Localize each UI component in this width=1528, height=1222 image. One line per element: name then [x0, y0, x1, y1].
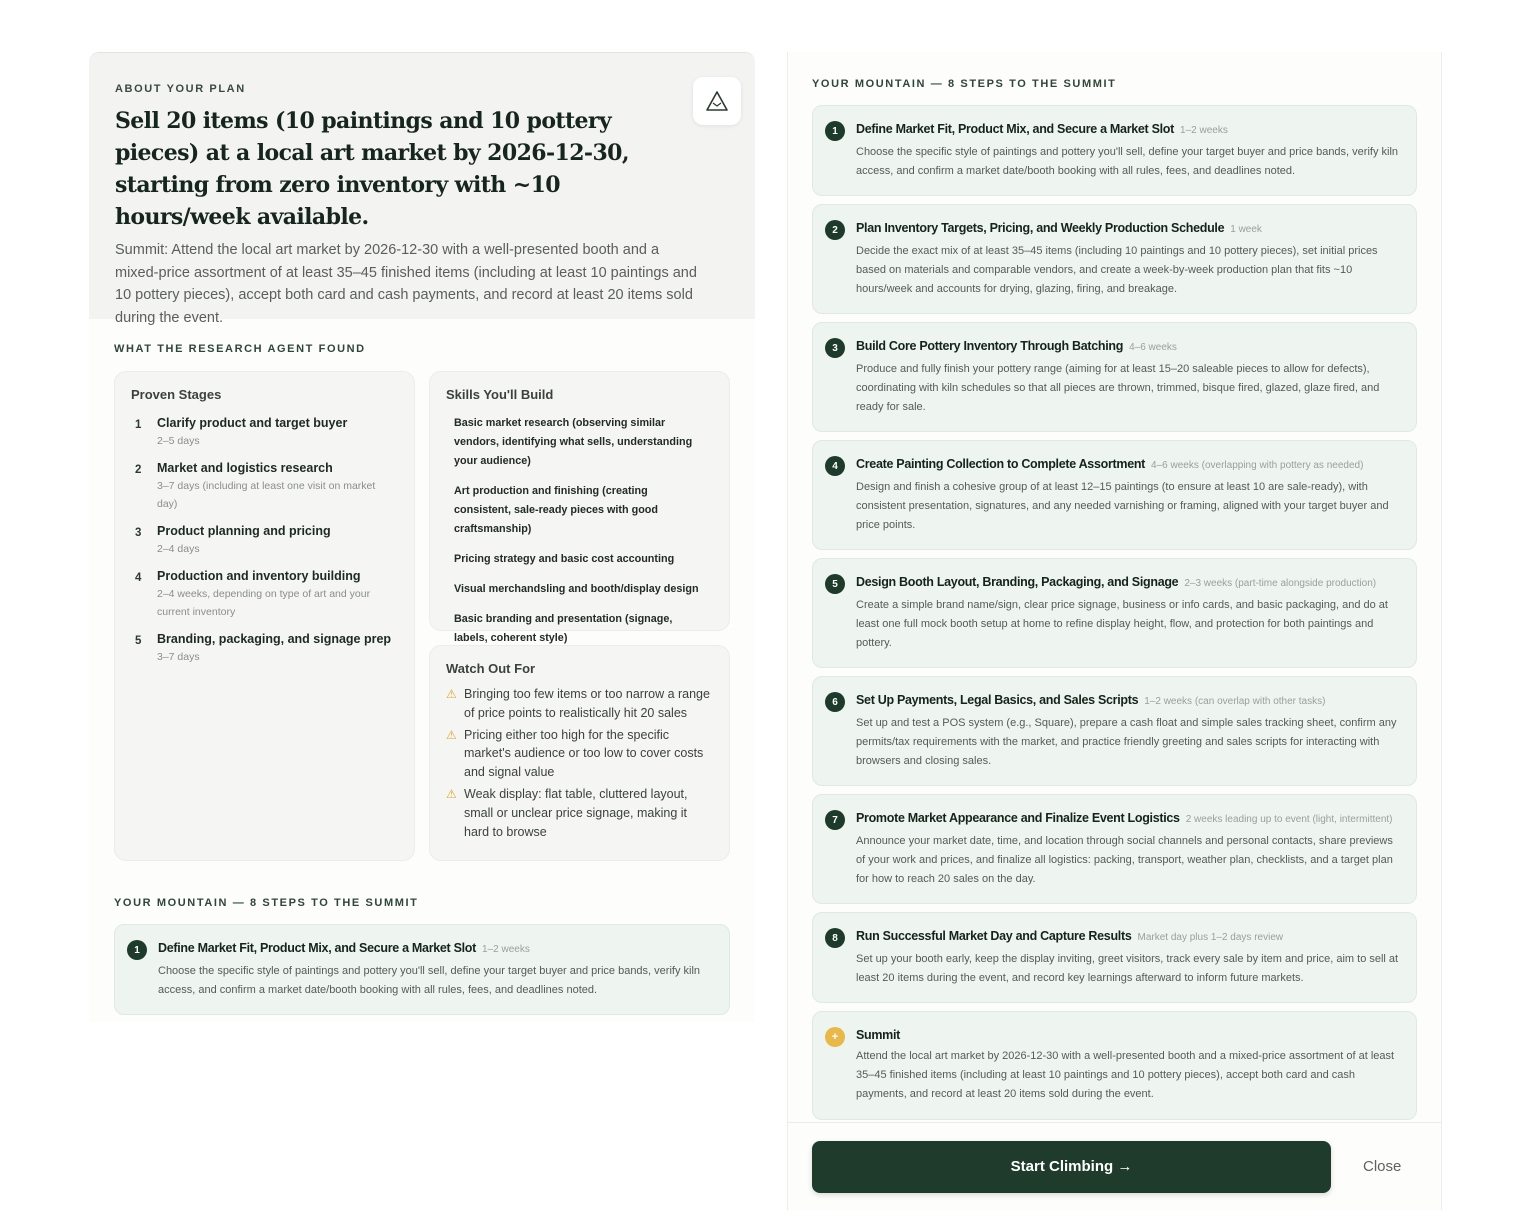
action-footer — [788, 1122, 1441, 1210]
step-head — [856, 218, 1402, 240]
warning-triangle-icon: ⚠ — [446, 687, 457, 701]
step-duration: 1–2 weeks — [482, 944, 530, 955]
step-description: Set up and test a POS system (e.g., Square), prepare a cash float and simple sales tracking sheet, confirm any permits/tax requirements with the market, and practice friendly greeting and sales scripts for interacting with browsers and closing sales. — [856, 717, 1397, 767]
stage-item — [131, 522, 398, 558]
step-description: Announce your market date, time, and location through social channels and personal contacts, share previews of your work and prices, and finalize all logistics: packing, transport, weather plan, checklists, and a target plan for how to reach 20 sales on the day. — [856, 835, 1393, 885]
stage-body — [157, 630, 391, 666]
plan-overview-panel — [89, 52, 755, 1022]
skill-item: Pricing strategy and basic cost accounting — [454, 553, 675, 565]
summit-description: Attend the local art market by 2026-12-30 with a well-presented booth and a mixed-price assortment of at least 35–45 finished items (including at least 10 paintings and 10 pottery pieces), accept both card and cash payments, and record at least 20 items sold during the event. — [856, 1050, 1395, 1100]
mountain-heading-right: YOUR MOUNTAIN — 8 STEPS TO THE SUMMIT — [812, 78, 1117, 90]
step-body — [856, 926, 1402, 988]
step-title: Create Painting Collection to Complete Assortment — [856, 457, 1146, 471]
step-number-badge: 1 — [825, 121, 845, 141]
mountain-steps-panel — [787, 52, 1442, 1210]
step-card[interactable] — [812, 105, 1417, 196]
proven-stages-title: Proven Stages — [131, 387, 222, 402]
stage-number: 3 — [135, 527, 142, 539]
step-body — [856, 336, 1402, 417]
proven-stages-card — [114, 371, 415, 861]
step-body — [856, 572, 1402, 653]
summit-body — [856, 1025, 1402, 1104]
stage-label: Production and inventory building — [157, 569, 361, 583]
steps-list — [812, 105, 1417, 1003]
goal-title: Sell 20 items (10 paintings and 10 pottery pieces) at a local art market by 2026-12-30, starting from zero inventory with ~10 hours/week available. — [115, 108, 629, 230]
step-description: Set up your booth early, keep the display inviting, greet visitors, track every sale by item and price, aim to sell at least 20 items during the event, and record key learnings afterward to inform future markets. — [856, 953, 1399, 984]
step-card[interactable] — [114, 924, 730, 1015]
stage-duration: 2–4 weeks, depending on type of art and your current inventory — [157, 588, 371, 618]
step-duration: 4–6 weeks — [1129, 342, 1177, 353]
step-body — [856, 808, 1402, 889]
stage-item — [131, 414, 398, 450]
step-description: Create a simple brand name/sign, clear price signage, business or info cards, and basic packaging, and do at least one full mock booth setup at home to refine display height, flow, and protection for both paintings and pottery. — [856, 599, 1388, 649]
summit-title: Summit — [856, 1028, 901, 1042]
stage-label: Market and logistics research — [157, 461, 333, 475]
stage-label: Clarify product and target buyer — [157, 416, 348, 430]
step-body — [856, 119, 1402, 181]
step-card[interactable] — [812, 912, 1417, 1003]
stage-item — [131, 459, 398, 513]
step-head — [856, 690, 1402, 712]
stage-body — [157, 459, 398, 513]
warning-triangle-icon: ⚠ — [446, 727, 457, 742]
step-title: Define Market Fit, Product Mix, and Secure a Market Slot — [856, 122, 1175, 136]
step-body — [856, 690, 1402, 771]
summit-card — [812, 1011, 1417, 1120]
warning-text: Bringing too few items or too narrow a range of price points to realistically hit 20 sales — [464, 687, 710, 720]
warning-item — [446, 785, 713, 841]
step-body — [856, 454, 1402, 535]
proven-stages-list — [131, 414, 398, 666]
step-duration: 2–3 weeks (part-time alongside production) — [1184, 578, 1377, 589]
step-number-badge: 7 — [825, 810, 845, 830]
step-head — [856, 454, 1402, 476]
step-duration: 1–2 weeks (can overlap with other tasks) — [1144, 696, 1326, 707]
about-plan-section — [89, 53, 755, 326]
step-head — [856, 926, 1402, 948]
step-card[interactable] — [812, 204, 1417, 314]
skills-list — [446, 410, 713, 652]
step-head — [856, 572, 1402, 594]
watch-out-title: Watch Out For — [446, 661, 536, 676]
close-button[interactable]: Close — [1363, 1158, 1402, 1175]
step-number-badge: 3 — [825, 338, 845, 358]
step-duration: 2 weeks leading up to event (light, intermittent) — [1185, 814, 1393, 825]
step-description: Decide the exact mix of at least 35–45 items (including 10 paintings and 10 pottery pieces), set initial prices based on materials and comparable vendors, and create a week-by-week production plan that fits ~10 hours/week and accounts for drying, glazing, firing, and breakage. — [856, 245, 1378, 295]
mountain-heading-left: YOUR MOUNTAIN — 8 STEPS TO THE SUMMIT — [114, 897, 419, 909]
step-head — [158, 938, 715, 960]
stage-duration: 3–7 days (including at least one visit on market day) — [157, 480, 376, 510]
step-head — [856, 336, 1402, 358]
step-card[interactable] — [812, 440, 1417, 550]
skill-item: Visual merchandsling and booth/display design — [454, 583, 699, 595]
step-body — [856, 218, 1402, 299]
watch-out-list — [446, 685, 713, 841]
watch-out-card — [429, 645, 730, 861]
steps-scroll-area[interactable] — [788, 52, 1441, 1162]
step-number-badge: 4 — [825, 456, 845, 476]
warning-item — [446, 726, 713, 782]
stage-label: Product planning and pricing — [157, 524, 331, 538]
warning-text: Weak display: flat table, cluttered layout, small or unclear price signage, making it hard to browse — [464, 786, 688, 839]
step-head — [856, 808, 1402, 830]
step-number-badge: 1 — [127, 940, 147, 960]
stage-item — [131, 567, 398, 621]
about-eyebrow: ABOUT YOUR PLAN — [115, 83, 246, 95]
stage-duration: 2–4 days — [157, 543, 200, 555]
step-title: Promote Market Appearance and Finalize Event Logistics — [856, 811, 1180, 825]
warning-triangle-icon: ⚠ — [446, 786, 457, 801]
step-description: Choose the specific style of paintings and pottery you'll sell, define your target buyer and price bands, verify kiln access, and confirm a market date/booth booking with all rules, fees, and deadlines noted. — [856, 146, 1399, 177]
step-card[interactable] — [812, 558, 1417, 668]
step-title: Define Market Fit, Product Mix, and Secure a Market Slot — [158, 941, 477, 955]
summit-star-icon: + — [825, 1027, 845, 1047]
step-number-badge: 6 — [825, 692, 845, 712]
step-duration: Market day plus 1–2 days review — [1137, 932, 1284, 943]
stage-number: 2 — [135, 464, 142, 476]
stage-body — [157, 522, 331, 558]
step-title: Build Core Pottery Inventory Through Batching — [856, 339, 1124, 353]
step-card[interactable] — [812, 794, 1417, 904]
step-number-badge: 2 — [825, 220, 845, 240]
mountain-icon-button[interactable] — [693, 77, 741, 125]
mountain-preview-section — [89, 897, 755, 1015]
skill-item: Basic branding and presentation (signage, labels, coherent style) — [454, 613, 673, 644]
step-description: Choose the specific style of paintings and pottery you'll sell, define your target buyer and price bands, verify kiln access, and confirm a market date/booth booking with all rules, fees, and deadlines noted. — [158, 965, 701, 996]
step-title: Plan Inventory Targets, Pricing, and Weekly Production Schedule — [856, 221, 1225, 235]
stage-label: Branding, packaging, and signage prep — [157, 632, 392, 646]
skills-title: Skills You'll Build — [446, 387, 554, 402]
stage-duration: 3–7 days — [157, 651, 200, 663]
stage-number: 1 — [135, 419, 142, 431]
step-card[interactable] — [812, 322, 1417, 432]
research-grid — [114, 371, 730, 863]
step-duration: 1 week — [1230, 224, 1262, 235]
step-head — [856, 119, 1402, 141]
stage-body — [157, 567, 398, 621]
step-title: Design Booth Layout, Branding, Packaging, and Signage — [856, 575, 1179, 589]
step-number-badge: 8 — [825, 928, 845, 948]
skills-card — [429, 371, 730, 644]
skill-item: Art production and finishing (creating consistent, sale-ready pieces with good craftsmanship) — [454, 485, 658, 535]
stage-body — [157, 414, 347, 450]
skill-item: Basic market research (observing similar vendors, identifying what sells, understanding your audience) — [454, 417, 693, 467]
summit-summary: Summit: Attend the local art market by 2026-12-30 with a well-presented booth and a mixed-price assortment of at least 35–45 finished items (including at least 10 paintings and 10 pottery pieces), accept both card and cash payments, and record at least 20 items sold during the event. — [115, 242, 697, 326]
step-description: Design and finish a cohesive group of at least 12–15 paintings (to ensure at least 10 are sale-ready), with consistent presentation, signatures, and any needed varnishing or framing, aligned with your target buyer and price points. — [856, 481, 1389, 531]
step-duration: 1–2 weeks — [1180, 125, 1228, 136]
research-heading: WHAT THE RESEARCH AGENT FOUND — [114, 343, 366, 355]
stage-item — [131, 630, 398, 666]
step-number-badge: 5 — [825, 574, 845, 594]
mountain-icon — [705, 90, 729, 112]
summit-head — [856, 1025, 1402, 1045]
step-duration: 4–6 weeks (overlapping with pottery as needed) — [1151, 460, 1364, 471]
start-climbing-button[interactable]: Start Climbing → — [812, 1141, 1331, 1193]
stage-number: 5 — [135, 635, 142, 647]
research-section — [89, 319, 755, 863]
step-title: Run Successful Market Day and Capture Results — [856, 929, 1132, 943]
warning-text: Pricing either too high for the specific market's audience or too low to cover costs and signal value — [464, 727, 704, 780]
stage-number: 4 — [135, 572, 142, 584]
step-card[interactable] — [812, 676, 1417, 786]
step-description: Produce and fully finish your pottery range (aiming for at least 15–20 saleable pieces to allow for defects), coordinating with kiln schedules so that all pieces are thrown, trimmed, bisque fired, glazed, glaze fired, and ready for sale. — [856, 363, 1380, 413]
warning-item — [446, 685, 713, 723]
step-title: Set Up Payments, Legal Basics, and Sales Scripts — [856, 693, 1139, 707]
step-body — [158, 938, 715, 1000]
stage-duration: 2–5 days — [157, 435, 200, 447]
